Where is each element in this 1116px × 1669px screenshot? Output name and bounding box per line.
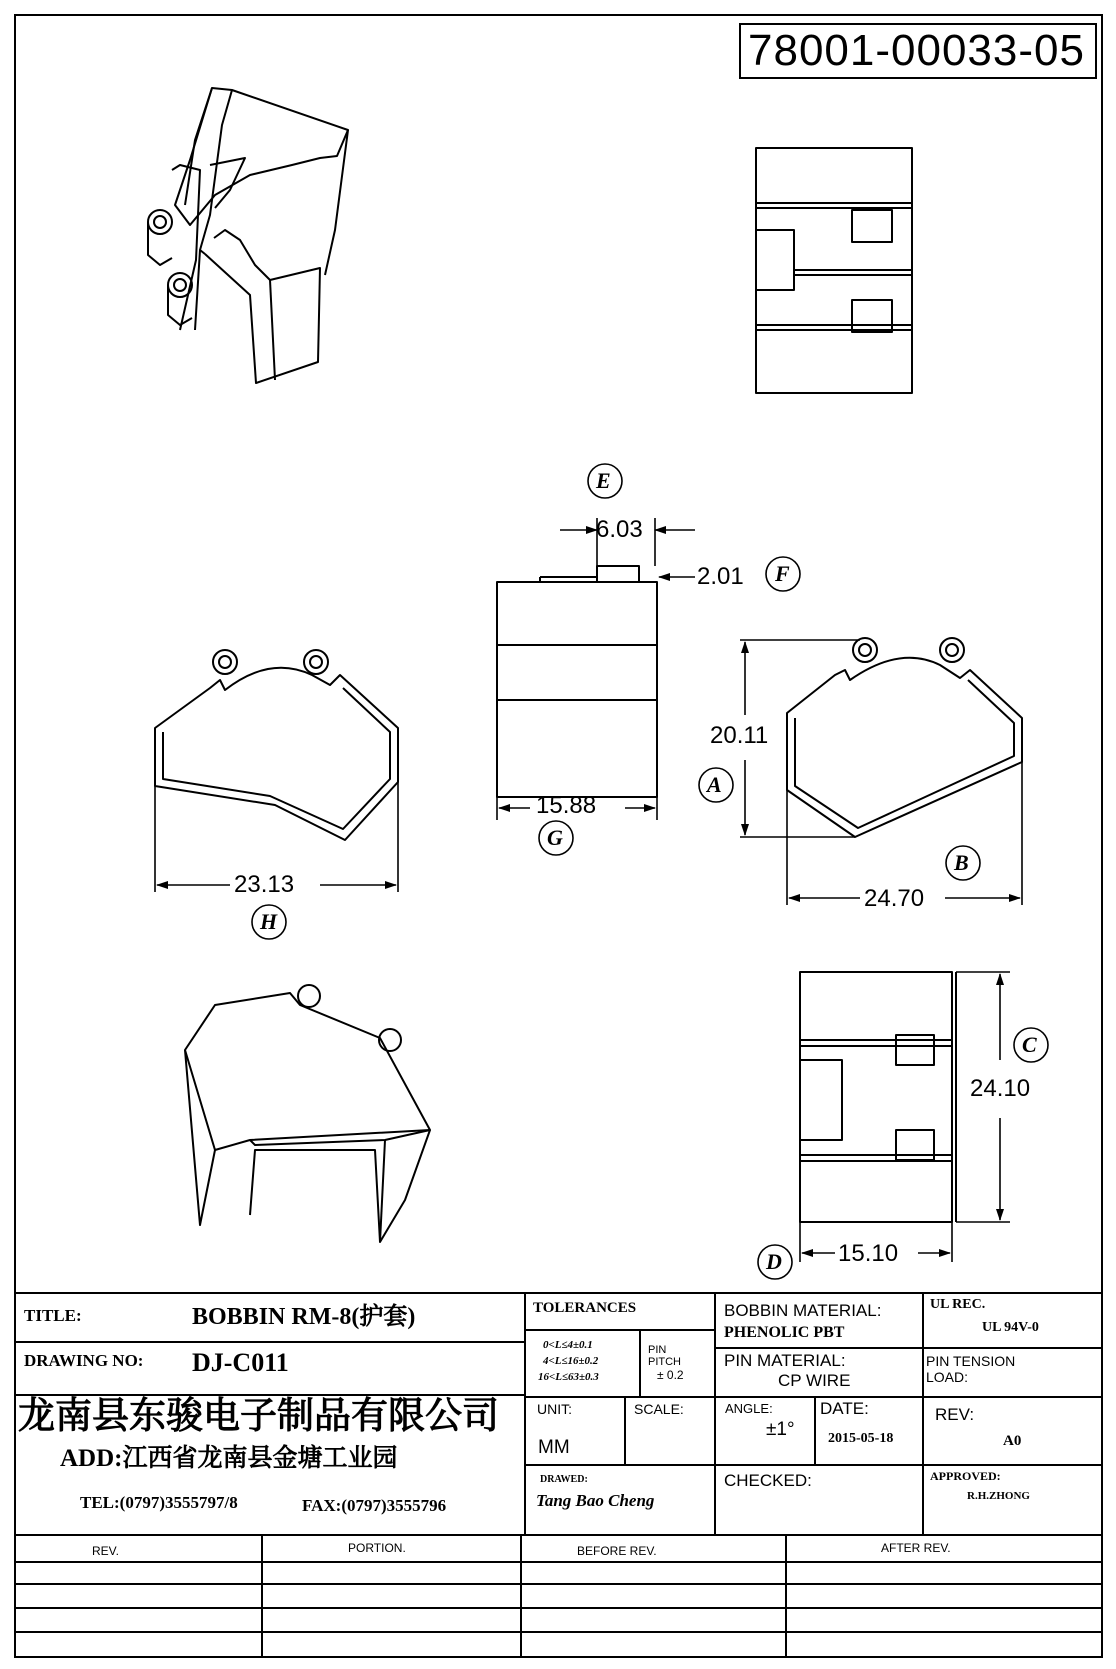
angle-label: ANGLE:	[725, 1401, 773, 1416]
approved-label: APPROVED:	[930, 1469, 1001, 1483]
tolerances-label: TOLERANCES	[533, 1300, 637, 1316]
checked-label: CHECKED:	[724, 1471, 812, 1490]
dim-value-A: 20.11	[710, 722, 769, 749]
company-name: 龙南县东骏电子制品有限公司	[18, 1396, 499, 1437]
drawing-no-value: DJ-C011	[192, 1348, 289, 1377]
bobbin-material-label: BOBBIN MATERIAL:	[724, 1301, 882, 1320]
isometric-view-bottom	[185, 985, 430, 1242]
pin-tension-label-1: PIN TENSION	[926, 1353, 1016, 1369]
pin-tension-label-2: LOAD:	[926, 1369, 969, 1385]
balloon-A: A	[707, 772, 722, 797]
dim-value-B: 24.70	[864, 885, 925, 912]
after-rev-col-header: AFTER REV.	[881, 1541, 951, 1555]
part-number: 78001-00033-05	[748, 26, 1085, 75]
balloon-B: B	[954, 850, 969, 875]
rev-col-header: REV.	[92, 1544, 119, 1558]
dim-value-G: 15.88	[536, 792, 597, 819]
balloon-G: G	[547, 825, 563, 850]
tolerance-line-3: 16<L≤63±0.3	[538, 1371, 599, 1383]
company-address: ADD:江西省龙南县金塘工业园	[60, 1445, 398, 1472]
dim-value-D: 15.10	[838, 1240, 899, 1267]
bobbin-material-value: PHENOLIC PBT	[724, 1324, 845, 1341]
ul-rec-label: UL REC.	[930, 1297, 986, 1312]
balloon-C: C	[1022, 1032, 1037, 1057]
dim-value-F: 2.01	[697, 563, 744, 590]
dim-value-H: 23.13	[234, 871, 295, 898]
dim-line-B	[787, 762, 1022, 905]
scale-label: SCALE:	[634, 1401, 684, 1417]
title-value: BOBBIN RM-8(护套)	[192, 1304, 416, 1330]
dim-value-E: 6.03	[596, 516, 643, 543]
unit-value: MM	[538, 1437, 570, 1458]
tolerance-line-2: 4<L≤16±0.2	[543, 1355, 599, 1367]
balloon-H: H	[260, 909, 278, 934]
rev-label: REV:	[935, 1405, 975, 1424]
top-view	[497, 566, 657, 797]
drawing-no-label: DRAWING NO:	[24, 1351, 144, 1370]
balloon-D: D	[766, 1249, 782, 1274]
unit-label: UNIT:	[537, 1401, 572, 1417]
front-view-left	[155, 650, 398, 840]
side-view-top	[756, 148, 912, 393]
title-label: TITLE:	[24, 1306, 82, 1325]
isometric-view-top	[148, 88, 348, 383]
drawn-value: Tang Bao Cheng	[536, 1491, 655, 1510]
pin-pitch-value: ± 0.2	[657, 1368, 684, 1382]
angle-value: ±1°	[766, 1419, 795, 1440]
before-rev-col-header: BEFORE REV.	[577, 1544, 657, 1558]
company-tel: TEL:(0797)3555797/8	[80, 1493, 238, 1512]
date-value: 2015-05-18	[828, 1431, 894, 1446]
balloon-E: E	[596, 468, 611, 493]
tolerance-line-1: 0<L≤4±0.1	[543, 1339, 593, 1351]
dim-value-C: 24.10	[970, 1075, 1031, 1102]
side-view-bottom	[800, 972, 956, 1222]
drawn-label: DRAWED:	[540, 1474, 588, 1485]
ul-rec-value: UL 94V-0	[982, 1320, 1039, 1335]
approved-value: R.H.ZHONG	[967, 1490, 1030, 1502]
pin-pitch-label-2: PITCH	[648, 1356, 681, 1368]
pin-material-label: PIN MATERIAL:	[724, 1351, 846, 1370]
date-label: DATE:	[820, 1399, 869, 1418]
rev-value: A0	[1003, 1433, 1022, 1449]
front-view-right	[787, 638, 1022, 837]
balloon-F: F	[775, 561, 790, 586]
company-fax: FAX:(0797)3555796	[302, 1496, 447, 1515]
pin-material-value: CP WIRE	[778, 1371, 851, 1390]
portion-col-header: PORTION.	[348, 1541, 406, 1555]
pin-pitch-label-1: PIN	[648, 1344, 667, 1356]
